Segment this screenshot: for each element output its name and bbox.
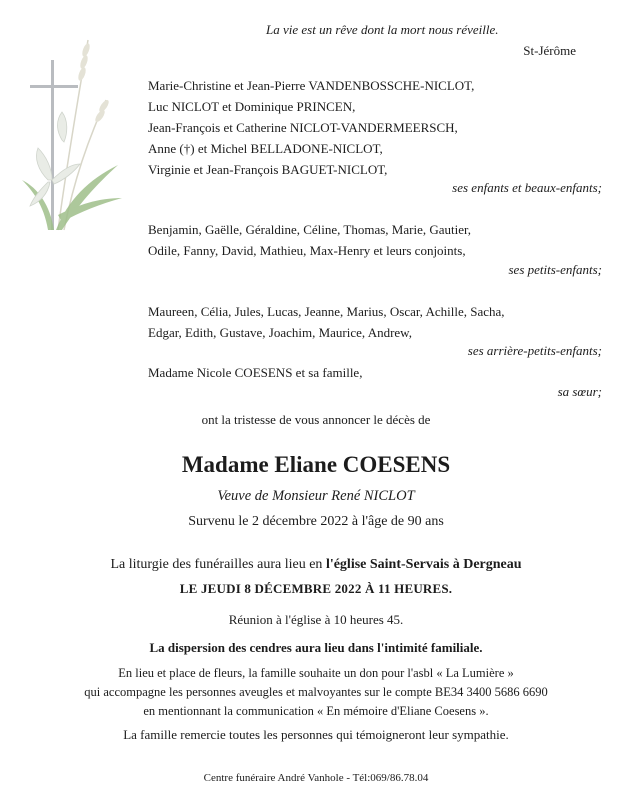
relation-great-grandchildren: ses arrière-petits-enfants; [467, 343, 602, 358]
list-item: Jean-François et Catherine NICLOT-VANDERMEERSCH, [148, 120, 458, 135]
funeral-intro: La liturgie des funérailles aura lieu en [110, 557, 326, 572]
list-item: Anne (†) et Michel BELLADONE-NICLOT, [148, 141, 383, 156]
deceased-name: Madame Eliane COESENS [181, 452, 451, 477]
list-item: Madame Nicole COESENS et sa famille, [148, 365, 363, 380]
list-item: Luc NICLOT et Dominique PRINCEN, [148, 99, 356, 114]
announcement: ont la tristesse de vous annoncer le décès de [201, 412, 431, 427]
sister-list [148, 362, 362, 383]
donation-line: En lieu et place de fleurs, la famille souhaite un don pour l'asbl « La Lumière » [118, 666, 514, 680]
funeral-datetime: LE JEUDI 8 DÉCEMBRE 2022 À 11 HEURES. [179, 581, 453, 596]
meeting-info: Réunion à l'église à 10 heures 45. [228, 612, 404, 627]
death-info: Survenu le 2 décembre 2022 à l'âge de 90 ans [188, 514, 444, 529]
thanks-message: La famille remercie toutes les personnes qui témoigneront leur sympathie. [123, 727, 509, 742]
list-item: Virginie et Jean-François BAGUET-NICLOT, [148, 162, 388, 177]
relation-grandchildren: ses petits-enfants; [508, 262, 602, 277]
cross-horizontal [30, 85, 78, 88]
dispersion-info: La dispersion des cendres aura lieu dans l'intimité familiale. [149, 640, 483, 655]
epigraph-author: St-Jérôme [523, 43, 576, 58]
donation-line: qui accompagne les personnes aveugles et malvoyantes sur le compte BE34 3400 5686 6690 [84, 685, 548, 699]
list-item: Edgar, Edith, Gustave, Joachim, Maurice, Andrew, [148, 325, 412, 340]
donation-line: en mentionnant la communication « En mémoire d'Eliane Coesens ». [143, 704, 489, 718]
donation-info [0, 664, 632, 721]
list-item: Odile, Fanny, David, Mathieu, Max-Henry et leurs conjoints, [148, 243, 466, 258]
epigraph-quote: La vie est un rêve dont la mort nous réveille. [266, 22, 499, 37]
funeral-place: l'église Saint-Servais à Dergneau [325, 557, 522, 572]
widow-of: Veuve de Monsieur René NICLOT [217, 488, 415, 504]
list-item: Marie-Christine et Jean-Pierre VANDENBOSSCHE-NICLOT, [148, 78, 475, 93]
list-item: Maureen, Célia, Jules, Lucas, Jeanne, Marius, Oscar, Achille, Sacha, [148, 304, 505, 319]
grandchildren-list [148, 219, 471, 261]
children-list [148, 75, 474, 180]
cross-with-lily-and-wheat-icon [18, 30, 128, 240]
list-item: Benjamin, Gaëlle, Géraldine, Céline, Thomas, Marie, Gautier, [148, 222, 472, 237]
funeral-location [0, 557, 632, 573]
funeral-home-footer: Centre funéraire André Vanhole - Tél:069/86.78.04 [203, 772, 429, 784]
great-grandchildren-list [148, 301, 505, 343]
relation-sister: sa sœur; [557, 384, 602, 399]
relation-children: ses enfants et beaux-enfants; [452, 180, 602, 195]
